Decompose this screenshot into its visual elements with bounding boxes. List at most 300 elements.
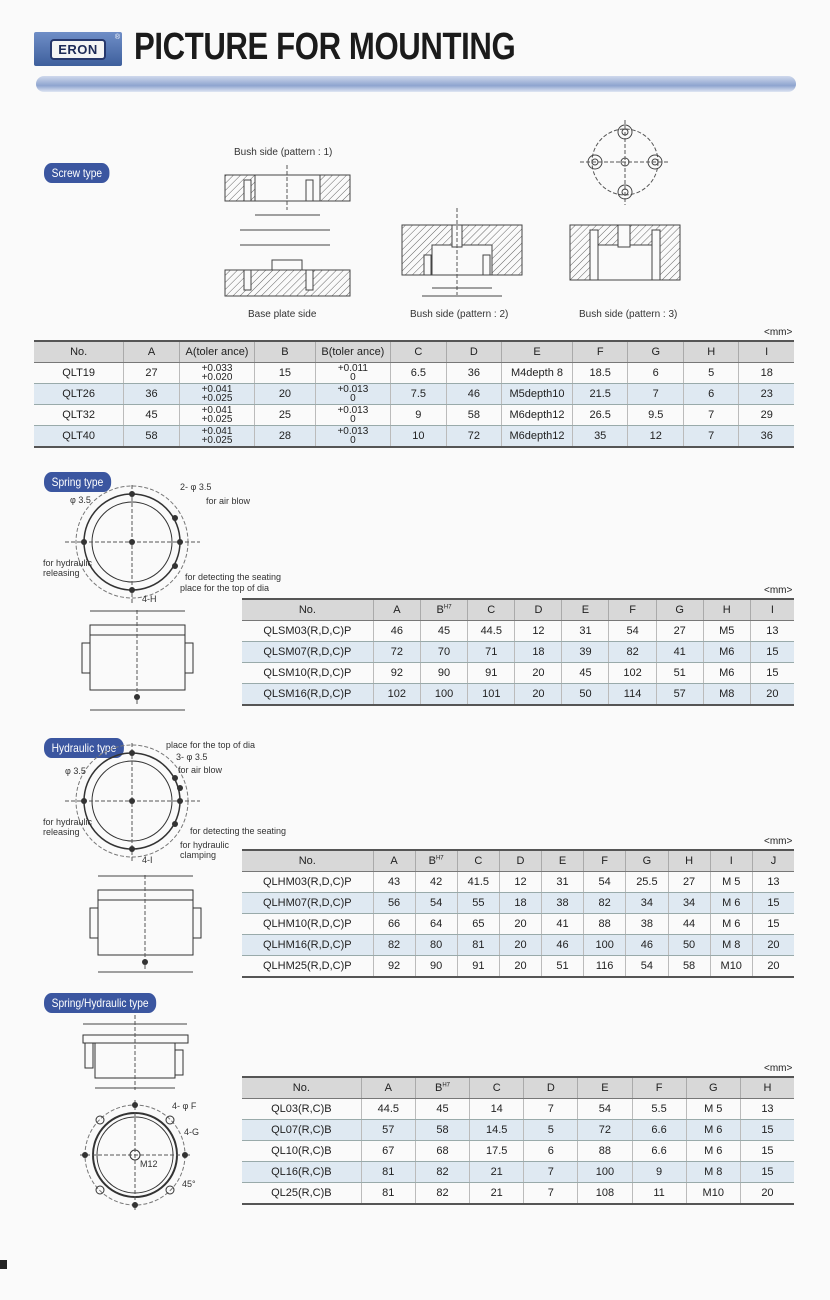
label-clamp2: clamping (180, 850, 217, 860)
tolerance-upper: +0.013 (337, 384, 369, 395)
col-header: F (609, 599, 656, 621)
table-cell: 35 (572, 426, 628, 448)
table-cell: QL25(R,C)B (242, 1183, 361, 1205)
col-header: I (739, 341, 794, 363)
table-cell: 31 (542, 872, 584, 893)
table-cell: 15 (740, 1162, 794, 1183)
label-m12: M12 (140, 1159, 158, 1169)
table-cell: QLHM03(R,D,C)P (242, 872, 373, 893)
col-header: G (626, 850, 668, 872)
table-cell: 20 (752, 935, 794, 956)
col-header: D (524, 1077, 578, 1099)
caption-base-plate: Base plate side (248, 309, 317, 320)
col-header: H (668, 850, 710, 872)
table-cell: 27 (656, 621, 703, 642)
table-cell: 67 (361, 1141, 415, 1162)
table-cell: 15 (740, 1141, 794, 1162)
table-cell: 55 (457, 893, 499, 914)
table-cell: 7 (684, 426, 739, 448)
spring-hydraulic-type-badge: Spring/Hydraulic type (44, 993, 156, 1013)
table-cell: 72 (373, 642, 420, 663)
table-cell: 46 (626, 935, 668, 956)
table-cell: M5 (703, 621, 750, 642)
table-cell: 12 (500, 872, 542, 893)
tolerance-cell (179, 426, 254, 448)
col-header: D (515, 599, 562, 621)
table-cell: 82 (415, 1162, 469, 1183)
table-cell: 58 (446, 405, 501, 426)
table-cell: 90 (420, 663, 467, 684)
tolerance-upper: +0.013 (337, 426, 369, 437)
table-row (34, 384, 794, 405)
table-cell: 20 (255, 384, 315, 405)
hydraulic-type-badge: Hydraulic type (44, 738, 124, 758)
table-cell: 27 (124, 363, 179, 384)
table-cell: 50 (668, 935, 710, 956)
label-place: place for the top of dia (166, 740, 256, 750)
table-cell: 41 (656, 642, 703, 663)
table-cell: 31 (562, 621, 609, 642)
table-cell: 7 (524, 1183, 578, 1205)
table-cell: QLHM16(R,D,C)P (242, 935, 373, 956)
label-airblow: for air blow (206, 496, 251, 506)
col-header: A (373, 850, 415, 872)
table-cell: 64 (415, 914, 457, 935)
tolerance-lower: +0.020 (201, 372, 233, 383)
table-row (34, 405, 794, 426)
table-row (242, 1162, 794, 1183)
table-cell: 15 (752, 914, 794, 935)
table-row (242, 663, 794, 684)
spring-type-badge: Spring type (44, 472, 111, 492)
table-cell: 38 (542, 893, 584, 914)
tolerance-upper: +0.041 (201, 384, 233, 395)
table-cell: 25.5 (626, 872, 668, 893)
table-cell: M10 (686, 1183, 740, 1205)
table-cell: 18 (515, 642, 562, 663)
table-cell: 26.5 (572, 405, 628, 426)
table-row (242, 956, 794, 978)
table-cell: 9 (391, 405, 447, 426)
col-header: B (255, 341, 315, 363)
table-cell: 36 (446, 363, 501, 384)
table-cell: 15 (752, 893, 794, 914)
table-cell: 71 (468, 642, 515, 663)
table-cell: 28 (255, 426, 315, 448)
col-header: No. (242, 599, 373, 621)
unit-label-screw: <mm> (764, 327, 793, 338)
col-header: F (632, 1077, 686, 1099)
col-header: No. (242, 1077, 361, 1099)
table-cell: 20 (500, 956, 542, 978)
col-header: E (578, 1077, 632, 1099)
spring-hydraulic-top-view-diagram (80, 1095, 230, 1215)
table-cell: 38 (626, 914, 668, 935)
table-cell: 6 (524, 1141, 578, 1162)
table-row (242, 935, 794, 956)
col-header: F (584, 850, 626, 872)
table-cell: 46 (373, 621, 420, 642)
col-header: D (500, 850, 542, 872)
table-cell: 7 (524, 1099, 578, 1120)
col-header: C (468, 599, 515, 621)
col-header: No. (34, 341, 124, 363)
tolerance-lower: +0.025 (201, 414, 233, 425)
tolerance-upper: +0.041 (201, 426, 233, 437)
tolerance-lower: +0.025 (201, 435, 233, 446)
table-row (34, 363, 794, 384)
table-cell: QLHM25(R,D,C)P (242, 956, 373, 978)
table-cell: 7 (524, 1162, 578, 1183)
table-cell: M 6 (686, 1141, 740, 1162)
col-header: C (470, 1077, 524, 1099)
table-cell: 10 (391, 426, 447, 448)
tolerance-upper: +0.033 (201, 363, 233, 374)
table-row (242, 1183, 794, 1205)
tolerance-lower: 0 (350, 372, 356, 383)
table-cell: 57 (361, 1120, 415, 1141)
label-4f: 4- φ F (172, 1101, 197, 1111)
label-releasing: releasing (43, 827, 80, 837)
label-detect: for detecting the seating (185, 572, 282, 582)
col-header: D (446, 341, 501, 363)
col-header: J (752, 850, 794, 872)
table-cell: 100 (578, 1162, 632, 1183)
table-cell: 51 (656, 663, 703, 684)
table-cell: 45 (415, 1099, 469, 1120)
table-cell: 15 (740, 1120, 794, 1141)
table-cell: 18 (739, 363, 794, 384)
table-cell: M 6 (686, 1120, 740, 1141)
table-cell: 18 (500, 893, 542, 914)
label-d35: φ 3.5 (70, 495, 91, 505)
label-place: place for the top of dia (180, 583, 270, 593)
col-header: G (628, 341, 684, 363)
table-row (242, 1099, 794, 1120)
table-cell: 21.5 (572, 384, 628, 405)
col-header: I (710, 850, 752, 872)
header-divider-bar (36, 76, 796, 92)
screw-type-badge: Screw type (44, 163, 110, 183)
table-cell: 21 (470, 1183, 524, 1205)
screw-bush-pattern3-diagram (570, 110, 710, 300)
table-cell: 5 (524, 1120, 578, 1141)
table-cell: 91 (457, 956, 499, 978)
table-cell: 20 (515, 663, 562, 684)
col-header: F (572, 341, 628, 363)
table-cell: 6.6 (632, 1141, 686, 1162)
unit-label-springhyd: <mm> (764, 1063, 793, 1074)
table-cell: QLT32 (34, 405, 124, 426)
table-cell: 54 (584, 872, 626, 893)
table-cell: 34 (626, 893, 668, 914)
table-cell: 13 (752, 872, 794, 893)
table-cell: 20 (740, 1183, 794, 1205)
tolerance-cell (179, 384, 254, 405)
table-cell: 65 (457, 914, 499, 935)
col-header: H (740, 1077, 794, 1099)
table-cell: 36 (739, 426, 794, 448)
table-cell: 81 (361, 1183, 415, 1205)
spring-type-side-view-diagram (60, 605, 230, 715)
table-cell: 29 (739, 405, 794, 426)
h7-sup: H7 (442, 1082, 450, 1089)
label-hydraulic: for hydraulic (43, 817, 93, 827)
table-cell: 20 (500, 914, 542, 935)
col-header: H (684, 341, 739, 363)
table-cell: 82 (415, 1183, 469, 1205)
table-cell: 81 (361, 1162, 415, 1183)
table-cell: QL10(R,C)B (242, 1141, 361, 1162)
table-cell: 44.5 (468, 621, 515, 642)
col-header: H (703, 599, 750, 621)
label-hydraulic: for hydraulic (43, 558, 93, 568)
table-cell: QLHM10(R,D,C)P (242, 914, 373, 935)
table-cell: 41.5 (457, 872, 499, 893)
header-b: B (434, 1082, 443, 1094)
table-cell: 58 (124, 426, 179, 448)
table-cell: 43 (373, 872, 415, 893)
page-corner-mark (0, 1260, 7, 1269)
col-header: B(toler ance) (315, 341, 390, 363)
table-cell: 45 (562, 663, 609, 684)
table-row (34, 426, 794, 448)
col-header (420, 599, 467, 621)
screw-bush-pattern2-diagram (402, 200, 532, 300)
table-cell: 6 (628, 363, 684, 384)
table-row (242, 872, 794, 893)
table-cell: M4depth 8 (502, 363, 573, 384)
table-cell: 20 (500, 935, 542, 956)
table-row (242, 1120, 794, 1141)
table-cell: 15 (750, 642, 794, 663)
table-cell: 54 (626, 956, 668, 978)
table-cell: QLSM07(R,D,C)P (242, 642, 373, 663)
tolerance-lower: 0 (350, 414, 356, 425)
col-header: E (562, 599, 609, 621)
table-cell: M 5 (710, 872, 752, 893)
tolerance-cell (315, 363, 390, 384)
table-cell: 12 (515, 621, 562, 642)
table-cell: 20 (750, 684, 794, 706)
tolerance-upper: +0.011 (337, 363, 368, 374)
table-cell: 44 (668, 914, 710, 935)
table-cell: M10 (710, 956, 752, 978)
table-cell: 23 (739, 384, 794, 405)
label-airblow: for air blow (178, 765, 223, 775)
table-cell: 68 (415, 1141, 469, 1162)
table-row (242, 914, 794, 935)
table-cell: 108 (578, 1183, 632, 1205)
table-cell: 5.5 (632, 1099, 686, 1120)
table-cell: 39 (562, 642, 609, 663)
table-cell: 41 (542, 914, 584, 935)
table-cell: 15 (750, 663, 794, 684)
caption-bush-pattern-3: Bush side (pattern : 3) (579, 309, 678, 320)
table-cell: M 5 (686, 1099, 740, 1120)
table-cell: QLT19 (34, 363, 124, 384)
table-cell: 14.5 (470, 1120, 524, 1141)
tolerance-cell (315, 405, 390, 426)
table-cell: 25 (255, 405, 315, 426)
hydraulic-type-side-view-diagram (60, 870, 230, 975)
tolerance-lower: 0 (350, 435, 356, 446)
col-header: G (656, 599, 703, 621)
table-cell: QLT40 (34, 426, 124, 448)
table-cell: 66 (373, 914, 415, 935)
table-cell: 42 (415, 872, 457, 893)
table-cell: 54 (415, 893, 457, 914)
label-45deg: 45° (182, 1179, 196, 1189)
h7-sup: H7 (435, 855, 444, 862)
eron-logo (34, 32, 122, 66)
spring-type-table (242, 598, 794, 706)
table-cell: 9 (632, 1162, 686, 1183)
tolerance-cell (179, 363, 254, 384)
label-holes: 2- φ 3.5 (180, 482, 212, 492)
col-header: E (502, 341, 573, 363)
table-row (242, 1141, 794, 1162)
table-cell: 90 (415, 956, 457, 978)
table-cell: 6 (684, 384, 739, 405)
table-cell: 18.5 (572, 363, 628, 384)
table-cell: 82 (373, 935, 415, 956)
col-header: A (124, 341, 179, 363)
logo-text: ERON (50, 39, 106, 60)
page-title: PICTURE FOR MOUNTING (134, 26, 516, 68)
table-cell: 81 (457, 935, 499, 956)
table-cell: 102 (609, 663, 656, 684)
col-header: A (373, 599, 420, 621)
table-cell: QL07(R,C)B (242, 1120, 361, 1141)
col-header (415, 1077, 469, 1099)
tolerance-upper: +0.013 (337, 405, 369, 416)
spring-hydraulic-side-view-diagram (75, 1010, 215, 1095)
table-cell: 6.6 (632, 1120, 686, 1141)
table-row (242, 893, 794, 914)
table-row (242, 621, 794, 642)
table-cell: 45 (420, 621, 467, 642)
table-cell: 72 (578, 1120, 632, 1141)
table-cell: 50 (562, 684, 609, 706)
table-cell: 54 (609, 621, 656, 642)
table-cell: M 8 (686, 1162, 740, 1183)
table-cell: 100 (584, 935, 626, 956)
table-cell: 5 (684, 363, 739, 384)
table-cell: 101 (468, 684, 515, 706)
table-cell: 7 (684, 405, 739, 426)
col-header: E (542, 850, 584, 872)
table-cell: 57 (656, 684, 703, 706)
table-cell: 70 (420, 642, 467, 663)
label-4i: 4-I (142, 855, 153, 865)
table-cell: 7 (628, 384, 684, 405)
tolerance-upper: +0.041 (201, 405, 233, 416)
table-cell: 20 (752, 956, 794, 978)
label-detect: for detecting the seating (190, 826, 287, 836)
unit-label-hydraulic: <mm> (764, 836, 793, 847)
table-cell: M6depth12 (502, 405, 573, 426)
col-header: G (686, 1077, 740, 1099)
table-row (242, 684, 794, 706)
table-cell: 92 (373, 956, 415, 978)
table-cell: 54 (578, 1099, 632, 1120)
table-row (242, 642, 794, 663)
table-cell: 36 (124, 384, 179, 405)
table-cell: 82 (609, 642, 656, 663)
table-cell: QLT26 (34, 384, 124, 405)
table-cell: 56 (373, 893, 415, 914)
table-cell: 7.5 (391, 384, 447, 405)
col-header: I (750, 599, 794, 621)
label-holes: 3- φ 3.5 (176, 752, 208, 762)
table-cell: M6 (703, 663, 750, 684)
table-cell: QLSM03(R,D,C)P (242, 621, 373, 642)
table-cell: 21 (470, 1162, 524, 1183)
spring-hydraulic-type-table (242, 1076, 794, 1205)
caption-bush-pattern-2: Bush side (pattern : 2) (410, 309, 509, 320)
table-cell: M5depth10 (502, 384, 573, 405)
header-b: B (436, 604, 444, 616)
table-cell: 58 (415, 1120, 469, 1141)
table-cell: 12 (628, 426, 684, 448)
table-cell: 13 (740, 1099, 794, 1120)
tolerance-lower: +0.025 (201, 393, 233, 404)
screw-bush-pattern1-diagram (220, 160, 360, 300)
table-cell: 44.5 (361, 1099, 415, 1120)
caption-bush-pattern-1: Bush side (pattern : 1) (234, 147, 333, 158)
tolerance-cell (179, 405, 254, 426)
table-cell: 80 (415, 935, 457, 956)
table-cell: 6.5 (391, 363, 447, 384)
table-cell: 46 (446, 384, 501, 405)
table-cell: 27 (668, 872, 710, 893)
table-cell: 46 (542, 935, 584, 956)
table-cell: M 6 (710, 893, 752, 914)
tolerance-lower: 0 (350, 393, 356, 404)
hydraulic-type-table (242, 849, 794, 978)
table-cell: M6depth12 (502, 426, 573, 448)
registered-mark: ® (114, 34, 120, 41)
table-cell: 82 (584, 893, 626, 914)
h7-sup: H7 (443, 604, 452, 611)
table-cell: 45 (124, 405, 179, 426)
table-cell: QL16(R,C)B (242, 1162, 361, 1183)
table-cell: 102 (373, 684, 420, 706)
table-cell: 17.5 (470, 1141, 524, 1162)
label-4g: 4-G (184, 1127, 200, 1137)
screw-type-table (34, 340, 794, 448)
table-cell: 34 (668, 893, 710, 914)
label-clamp1: for hydraulic (180, 840, 230, 850)
table-cell: QLHM07(R,D,C)P (242, 893, 373, 914)
table-cell: 20 (515, 684, 562, 706)
col-header: C (457, 850, 499, 872)
tolerance-cell (315, 426, 390, 448)
table-cell: 11 (632, 1183, 686, 1205)
table-cell: 58 (668, 956, 710, 978)
table-cell: 88 (584, 914, 626, 935)
table-cell: 114 (609, 684, 656, 706)
table-cell: 14 (470, 1099, 524, 1120)
label-4h: 4-H (142, 594, 157, 604)
table-cell: 15 (255, 363, 315, 384)
table-cell: 13 (750, 621, 794, 642)
table-cell: QL03(R,C)B (242, 1099, 361, 1120)
table-cell: M 8 (710, 935, 752, 956)
table-cell: M6 (703, 642, 750, 663)
table-cell: 100 (420, 684, 467, 706)
